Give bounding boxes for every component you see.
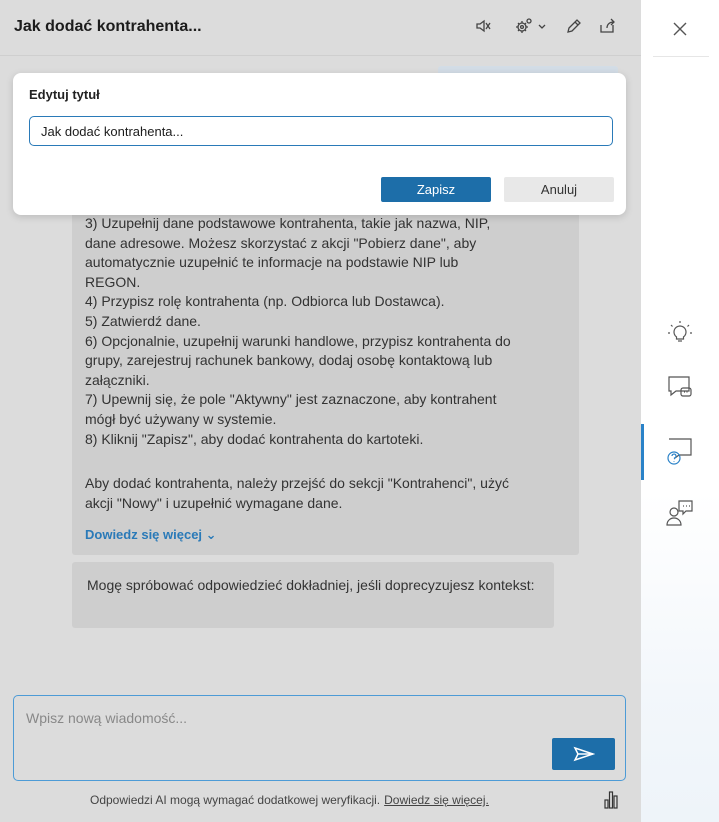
message-line: dane adresowe. Możesz skorzystać z akcji "Pobierz dane", aby <box>85 234 477 251</box>
message-input[interactable]: Wpisz nową wiadomość... <box>26 710 188 726</box>
people-chat-icon[interactable] <box>663 496 697 530</box>
edit-title-dialog <box>13 73 626 215</box>
message-line: 7) Upewnij się, że pole "Aktywny" jest zaznaczone, aby kontrahent <box>85 391 497 408</box>
close-button[interactable] <box>667 16 693 42</box>
lightbulb-icon[interactable] <box>663 316 697 350</box>
send-icon <box>573 746 595 762</box>
ai-disclaimer-link[interactable]: Dowiedz się więcej. <box>384 793 489 807</box>
close-icon <box>672 21 688 37</box>
message-line: Aby dodać kontrahenta, należy przejść do sekcji "Kontrahenci", użyć <box>85 475 509 491</box>
followup-message-bubble <box>72 562 554 628</box>
message-line: mógł być używany w systemie. <box>85 410 277 427</box>
message-line: załączniki. <box>85 371 150 388</box>
dialog-title: Edytuj tytuł <box>29 87 100 102</box>
mute-icon[interactable] <box>472 15 494 37</box>
edit-icon[interactable] <box>563 15 585 37</box>
message-line: 8) Kliknij "Zapisz", aby dodać kontrahenta do kartoteki. <box>85 430 424 447</box>
message-line: grupy, zarejestruj rachunek bankowy, dodaj osobę kontaktową lub <box>85 352 493 369</box>
ai-disclaimer <box>90 793 489 807</box>
message-line: REGON. <box>85 273 141 290</box>
help-chat-icon[interactable] <box>663 434 697 468</box>
learn-more-link[interactable]: Dowiedz się więcej ⌄ <box>85 527 217 542</box>
message-composer[interactable] <box>13 695 626 781</box>
message-line: 4) Przypisz rolę kontrahenta (np. Odbiorca lub Dostawca). <box>85 293 445 310</box>
rail-active-indicator <box>641 424 644 480</box>
ai-disclaimer-text: Odpowiedzi AI mogą wymagać dodatkowej weryfikacji. <box>90 793 381 807</box>
chat-header <box>0 0 641 56</box>
message-line: automatycznie uzupełnić te informacje na podstawie NIP lub <box>85 254 459 271</box>
message-line: akcji "Nowy" i uzupełnić wymagane dane. <box>85 494 343 511</box>
message-line: 6) Opcjonalnie, uzupełnij warunki handlowe, przypisz kontrahenta do <box>85 332 511 349</box>
rail-decoration <box>641 492 719 822</box>
title-input[interactable] <box>29 116 613 146</box>
send-button[interactable] <box>552 738 615 770</box>
message-line: 3) Uzupełnij dane podstawowe kontrahenta, takie jak nazwa, NIP, <box>85 215 491 231</box>
message-line: 5) Zatwierdź dane. <box>85 312 201 329</box>
right-rail <box>641 0 719 822</box>
assistant-summary-text <box>85 474 565 513</box>
assistant-message-text <box>85 214 565 449</box>
rail-separator <box>653 56 709 57</box>
followup-message-text: Mogę spróbować odpowiedzieć dokładniej, jeśli doprecyzujesz kontekst: <box>87 577 535 593</box>
save-button[interactable]: Zapisz <box>381 177 491 202</box>
settings-dropdown-icon[interactable] <box>512 15 550 37</box>
chat-icon[interactable] <box>663 370 697 404</box>
share-icon[interactable] <box>596 15 618 37</box>
cancel-button[interactable]: Anuluj <box>504 177 614 202</box>
stats-icon[interactable] <box>604 789 618 814</box>
chat-title: Jak dodać kontrahenta... <box>14 18 202 35</box>
